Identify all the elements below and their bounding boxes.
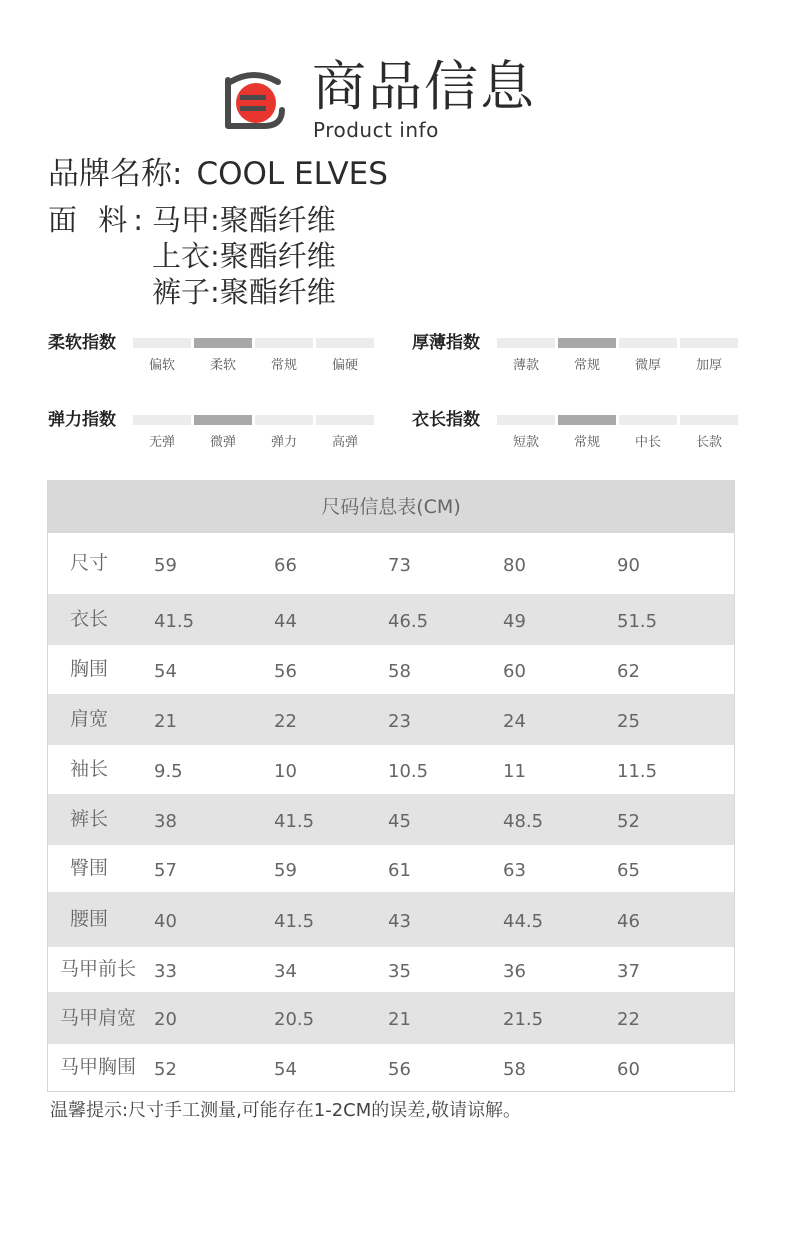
row-label: 胸围 <box>70 658 109 680</box>
table-cell: 9.5 <box>154 761 183 782</box>
fabric-row-vest <box>152 202 336 238</box>
table-cell: 41.5 <box>274 911 315 932</box>
table-cell: 58 <box>388 661 411 682</box>
row-label: 裤长 <box>70 808 109 830</box>
index-segment <box>316 415 374 425</box>
index-segment <box>680 415 738 425</box>
size-table <box>47 480 735 1092</box>
page-subtitle: Product info <box>313 118 439 142</box>
table-cell: 54 <box>274 1059 297 1080</box>
fabric-row-top <box>152 238 336 274</box>
measurement-note: 温馨提示:尺寸手工测量,可能存在1-2CM的误差,敬请谅解。 <box>50 1100 522 1121</box>
table-cell: 11 <box>503 761 526 782</box>
table-row <box>48 645 734 694</box>
index-level-label: 加厚 <box>695 358 722 373</box>
table-cell: 63 <box>503 860 526 881</box>
table-cell: 35 <box>388 961 411 982</box>
index-segment-selected <box>194 415 252 425</box>
index-segment <box>316 338 374 348</box>
fabric-row-pants <box>152 274 336 310</box>
table-cell: 43 <box>388 911 411 932</box>
index-segment <box>133 415 191 425</box>
index-level-label: 偏硬 <box>331 358 358 373</box>
table-cell: 37 <box>617 961 640 982</box>
index-segment <box>619 338 677 348</box>
index-level-label: 微弹 <box>209 435 236 450</box>
table-cell: 44.5 <box>503 911 544 932</box>
index-segment-selected <box>194 338 252 348</box>
table-cell: 36 <box>503 961 526 982</box>
table-cell: 20.5 <box>274 1009 315 1030</box>
brand-value: COOL ELVES <box>196 156 388 192</box>
table-cell: 57 <box>154 860 177 881</box>
table-cell: 59 <box>154 555 177 576</box>
table-cell: 22 <box>274 711 297 732</box>
table-cell: 33 <box>154 961 177 982</box>
brand-label: 品牌名称: <box>48 156 183 192</box>
table-row <box>48 594 734 645</box>
softness-index <box>48 332 388 392</box>
index-level-label: 长款 <box>695 435 722 450</box>
index-title: 衣长指数 <box>412 410 480 430</box>
index-segment <box>680 338 738 348</box>
table-cell: 21.5 <box>503 1009 544 1030</box>
thickness-index <box>412 332 752 392</box>
fabric-material: 聚酯纤维 <box>219 203 336 237</box>
index-level-label: 薄款 <box>512 358 539 373</box>
fabric-part: 上衣: <box>152 239 220 273</box>
index-level-label: 弹力 <box>270 435 297 450</box>
index-segment <box>497 338 555 348</box>
row-label: 腰围 <box>70 908 109 930</box>
table-cell: 61 <box>388 860 411 881</box>
index-segment <box>133 338 191 348</box>
table-cell: 25 <box>617 711 640 732</box>
index-segment <box>619 415 677 425</box>
stretch-index <box>48 409 388 469</box>
table-cell: 49 <box>503 611 526 632</box>
table-cell: 58 <box>503 1059 526 1080</box>
index-level-label: 常规 <box>573 358 600 373</box>
fabric-part: 裤子: <box>152 275 220 309</box>
index-level-label: 偏软 <box>148 358 175 373</box>
table-cell: 41.5 <box>154 611 195 632</box>
table-cell: 21 <box>388 1009 411 1030</box>
index-title: 厚薄指数 <box>412 333 480 353</box>
row-label: 肩宽 <box>70 708 109 730</box>
table-cell: 38 <box>154 811 177 832</box>
index-scale <box>497 415 737 450</box>
table-cell: 44 <box>274 611 297 632</box>
table-cell: 40 <box>154 911 177 932</box>
index-level-label: 微厚 <box>634 358 661 373</box>
length-index <box>412 409 752 469</box>
table-cell: 10.5 <box>388 761 429 782</box>
page-title: 商品信息 <box>312 55 536 118</box>
table-cell: 62 <box>617 661 640 682</box>
fabric-label: 面 料: <box>48 203 149 237</box>
table-cell: 10 <box>274 761 297 782</box>
table-cell: 20 <box>154 1009 177 1030</box>
table-cell: 11.5 <box>617 761 658 782</box>
table-cell: 52 <box>154 1059 177 1080</box>
table-cell: 56 <box>274 661 297 682</box>
table-row <box>48 533 734 594</box>
index-level-label: 无弹 <box>148 435 175 450</box>
table-cell: 73 <box>388 555 411 576</box>
index-level-label: 常规 <box>573 435 600 450</box>
index-level-label: 高弹 <box>331 435 358 450</box>
table-cell: 21 <box>154 711 177 732</box>
table-cell: 54 <box>154 661 177 682</box>
table-row <box>48 745 734 794</box>
fabric-part: 马甲: <box>152 203 220 237</box>
brand-line <box>48 154 388 194</box>
table-cell: 23 <box>388 711 411 732</box>
table-cell: 90 <box>617 555 640 576</box>
table-row <box>48 1044 734 1091</box>
index-segment-selected <box>558 415 616 425</box>
index-segment <box>255 338 313 348</box>
row-label: 马甲前长 <box>60 958 137 980</box>
index-scale <box>497 338 737 373</box>
index-title: 弹力指数 <box>48 410 116 430</box>
table-cell: 24 <box>503 711 526 732</box>
table-row <box>48 992 734 1044</box>
row-label: 衣长 <box>70 608 109 630</box>
table-row <box>48 845 734 892</box>
table-cell: 48.5 <box>503 811 544 832</box>
product-info-logo-icon <box>220 70 288 134</box>
table-cell: 46.5 <box>388 611 429 632</box>
index-level-label: 柔软 <box>209 358 236 373</box>
table-cell: 34 <box>274 961 297 982</box>
row-label: 尺寸 <box>70 552 109 574</box>
table-cell: 22 <box>617 1009 640 1030</box>
table-cell: 51.5 <box>617 611 658 632</box>
fabric-material: 聚酯纤维 <box>219 239 336 273</box>
index-level-label: 短款 <box>512 435 539 450</box>
table-cell: 60 <box>617 1059 640 1080</box>
table-row <box>48 694 734 745</box>
table-cell: 41.5 <box>274 811 315 832</box>
index-segment-selected <box>558 338 616 348</box>
fabric-material: 聚酯纤维 <box>219 275 336 309</box>
table-row <box>48 947 734 992</box>
row-label: 臀围 <box>70 857 109 879</box>
table-cell: 65 <box>617 860 640 881</box>
index-title: 柔软指数 <box>48 333 116 353</box>
table-cell: 46 <box>617 911 640 932</box>
table-cell: 59 <box>274 860 297 881</box>
table-row <box>48 794 734 845</box>
row-label: 马甲胸围 <box>60 1056 137 1078</box>
size-table-title: 尺码信息表(CM) <box>48 481 734 533</box>
index-segment <box>255 415 313 425</box>
table-cell: 52 <box>617 811 640 832</box>
index-level-label: 中长 <box>634 435 661 450</box>
table-cell: 56 <box>388 1059 411 1080</box>
product-info-header <box>0 50 790 150</box>
table-row <box>48 892 734 947</box>
table-cell: 60 <box>503 661 526 682</box>
row-label: 袖长 <box>70 758 109 780</box>
table-cell: 66 <box>274 555 297 576</box>
table-cell: 45 <box>388 811 411 832</box>
row-label: 马甲肩宽 <box>60 1007 137 1029</box>
index-level-label: 常规 <box>270 358 297 373</box>
index-segment <box>497 415 555 425</box>
index-scale <box>133 338 373 373</box>
index-scale <box>133 415 373 450</box>
table-cell: 80 <box>503 555 526 576</box>
